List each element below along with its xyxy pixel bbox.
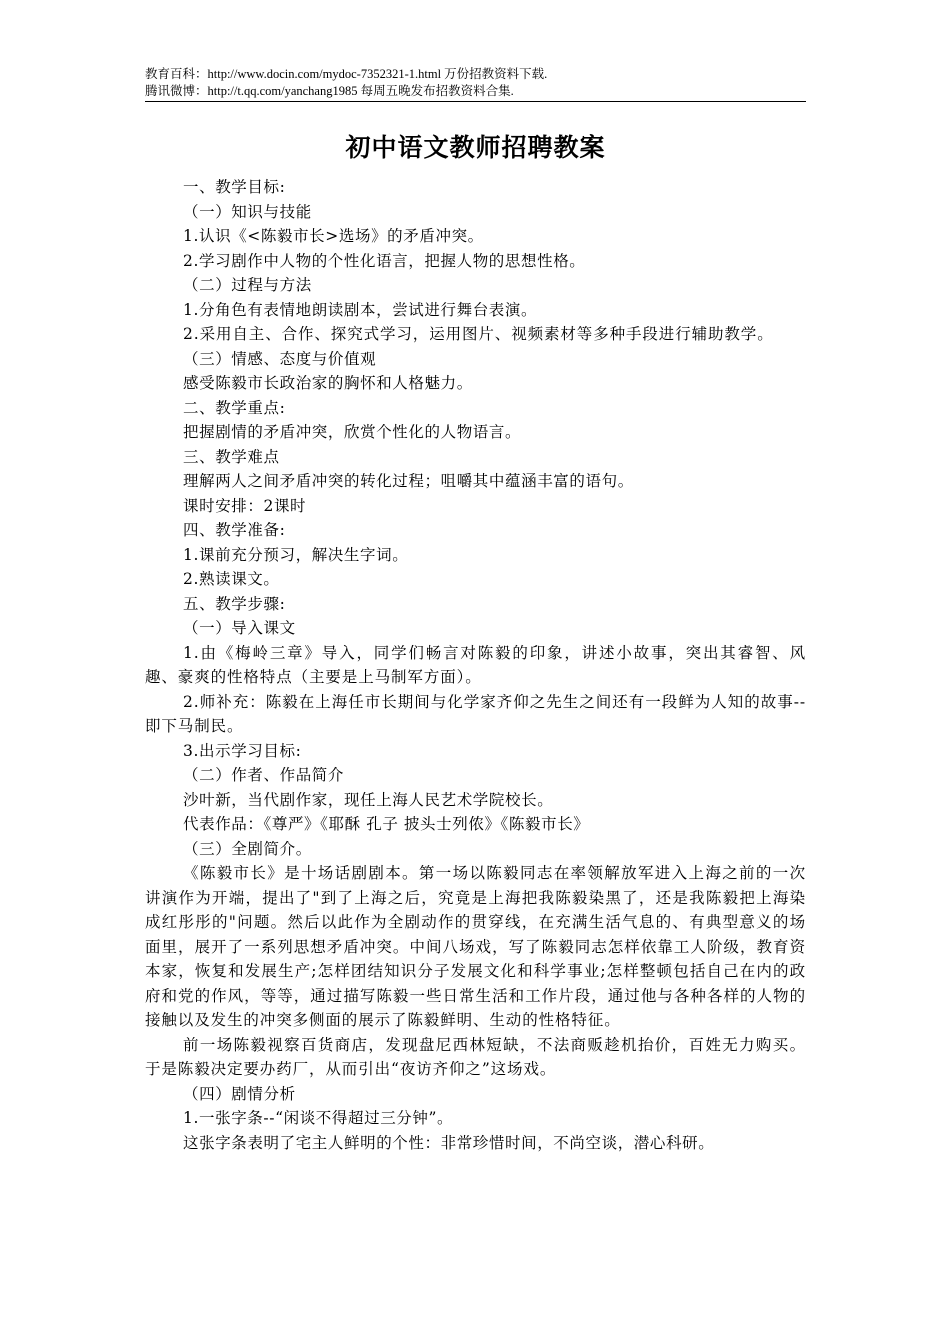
subsection-heading: （三）情感、态度与价值观 — [183, 349, 377, 368]
subsection-heading: （四）剧情分析 — [183, 1084, 296, 1103]
paragraph: 课时安排：2课时 — [183, 496, 307, 515]
paragraph: 1.一张字条--“闲谈不得超过三分钟”。 — [183, 1109, 454, 1127]
subsection-heading: （一）导入课文 — [183, 619, 296, 637]
paragraph: 《陈毅市长》是十场话剧剧本。第一场以陈毅同志在率领解放军进入上海之前的一次讲演作为开端，提出了"到了上海之后，究竟是上海把我陈毅染黑了，还是我陈毅把上海染成红彤彤的"问题。然后以此作为全剧动作的贯穿线，在充满生活气息的、有典型意义的场面里，展开了一系列思想矛盾冲突。中间八场戏，写了陈毅同志怎样依靠工人阶级，教育资本家，恢复和发展生产;怎样团结知识分子发展文化和科学事业;怎样整顿包括自己在内的政府和党的作风，等等，通过描写陈毅一些日常生活和工作片段，通过他与各种各样的人物的接触以及发生的冲突多侧面的展示了陈毅鲜明、生动的性格特征。 — [145, 864, 806, 1029]
paragraph: 3.出示学习目标: — [183, 741, 302, 760]
paragraph: 1.分角色有表情地朗读剧本，尝试进行舞台表演。 — [183, 300, 538, 319]
subsection-heading: （二）过程与方法 — [183, 276, 312, 294]
paragraph: 感受陈毅市长政治家的胸怀和人格魅力。 — [183, 374, 473, 392]
paragraph: 2.熟读课文。 — [183, 570, 280, 588]
subsection-heading: （一）知识与技能 — [183, 202, 312, 221]
header-line-docin: 教育百科：http://www.docin.com/mydoc-7352321-1.html 万份招教资料下载. — [145, 67, 548, 81]
section-heading: 一、教学目标: — [183, 178, 286, 196]
page-header — [145, 66, 806, 100]
section-heading: 二、教学重点: — [183, 398, 286, 417]
paragraph: 理解两人之间矛盾冲突的转化过程；咀嚼其中蕴涵丰富的语句。 — [183, 472, 634, 490]
paragraph: 代表作品：《尊严》《耶酥 孔子 披头士列侬》《陈毅市长》 — [183, 815, 590, 833]
paragraph: 2.采用自主、合作、探究式学习，运用图片、视频素材等多种手段进行辅助教学。 — [183, 325, 774, 343]
document-body — [145, 175, 806, 1155]
section-heading: 三、教学难点 — [183, 447, 280, 466]
section-heading: 四、教学准备: — [183, 521, 286, 539]
paragraph: 1.课前充分预习，解决生字词。 — [183, 545, 409, 564]
paragraph: 这张字条表明了宅主人鲜明的个性：非常珍惜时间，不尚空谈，潜心科研。 — [183, 1133, 715, 1152]
section-heading: 五、教学步骤: — [183, 594, 286, 613]
header-divider — [145, 101, 806, 102]
subsection-heading: （二）作者、作品简介 — [183, 766, 345, 784]
page-title: 初中语文教师招聘教案 — [345, 133, 606, 162]
subsection-heading: （三）全剧简介。 — [183, 839, 312, 858]
paragraph: 前一场陈毅视察百货商店，发现盘尼西林短缺，不法商贩趁机抬价，百姓无力购买。于是陈毅决定要办药厂，从而引出“夜访齐仰之”这场戏。 — [145, 1035, 806, 1078]
paragraph: 1.认识《<陈毅市长>选场》的矛盾冲突。 — [183, 227, 484, 245]
paragraph: 2.师补充：陈毅在上海任市长期间与化学家齐仰之先生之间还有一段鲜为人知的故事--即下马制民。 — [145, 692, 806, 735]
paragraph: 沙叶新，当代剧作家，现任上海人民艺术学院校长。 — [183, 790, 554, 809]
paragraph: 2.学习剧作中人物的个性化语言，把握人物的思想性格。 — [183, 251, 586, 270]
paragraph: 1.由《梅岭三章》导入，同学们畅言对陈毅的印象，讲述小故事，突出其睿智、风趣、豪爽的性格特点（主要是上马制军方面）。 — [145, 643, 806, 686]
paragraph: 把握剧情的矛盾冲突，欣赏个性化的人物语言。 — [183, 423, 522, 441]
header-line-weibo: 腾讯微博：http://t.qq.com/yanchang1985 每周五晚发布招教资料合集. — [145, 84, 514, 98]
